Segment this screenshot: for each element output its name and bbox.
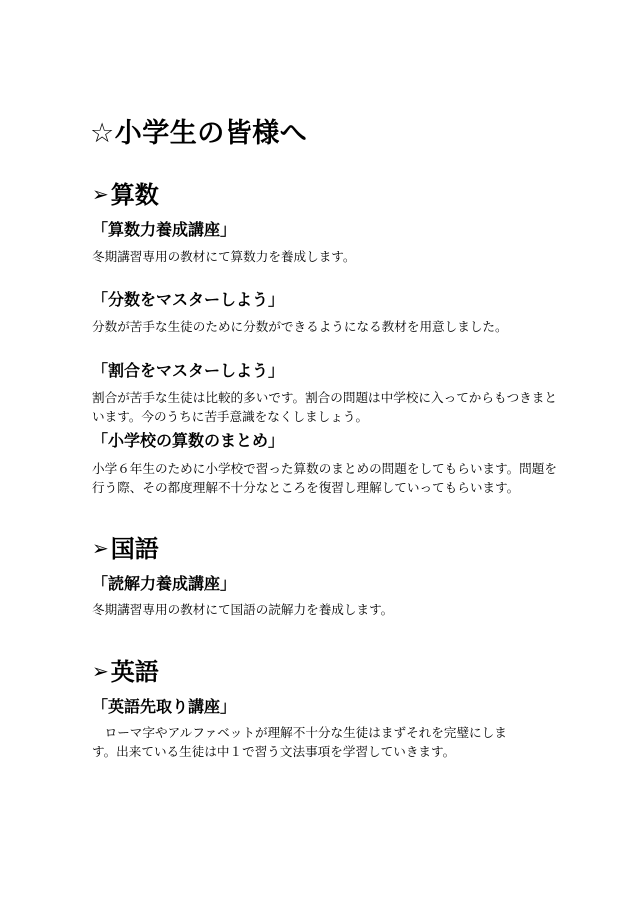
section-heading-label: 算数 [110, 181, 159, 209]
section-heading-label: 国語 [110, 535, 159, 563]
course-description-elementary-review: 小学６年生のために小学校で習った算数のまとめの問題をしてもらいます。問題を行う際、その都度理解不十分なところを復習し理解していってもらいます。 [92, 461, 557, 495]
course-description-ratios: 割合が苦手な生徒は比較的多いです。割合の問題は中学校に入ってからもつきまといます。今のうちに苦手意識をなくしましょう。 [92, 390, 557, 424]
section-heading-math [92, 178, 159, 211]
course-description-english-preview: ローマ字やアルファベットが理解不十分な生徒はまずそれを完璧にします。出来ている生徒は中１で習う文法事項を学習していきます。 [92, 725, 507, 759]
page-title: ☆小学生の皆様へ [90, 118, 308, 149]
course-title-fractions: 「分数をマスターしよう」 [92, 290, 285, 309]
course-title-math-power: 「算数力養成講座」 [92, 220, 237, 239]
arrow-bullet-icon: ➢ [92, 536, 109, 560]
course-description-reading: 冬期講習専用の教材にて国語の読解力を養成します。 [92, 602, 394, 617]
arrow-bullet-icon: ➢ [92, 182, 109, 206]
course-title-elementary-review: 「小学校の算数のまとめ」 [92, 431, 285, 450]
arrow-bullet-icon: ➢ [92, 659, 109, 683]
course-description-math-power: 冬期講習専用の教材にて算数力を養成します。 [92, 249, 356, 264]
course-description-fractions: 分数が苦手な生徒のために分数ができるようになる教材を用意しました。 [92, 319, 508, 334]
section-heading-label: 英語 [110, 658, 159, 686]
course-title-ratios: 「割合をマスターしよう」 [92, 361, 285, 380]
section-heading-english [92, 655, 159, 688]
section-heading-japanese [92, 532, 159, 565]
course-title-reading: 「読解力養成講座」 [92, 574, 237, 593]
course-title-english-preview: 「英語先取り講座」 [92, 697, 237, 716]
